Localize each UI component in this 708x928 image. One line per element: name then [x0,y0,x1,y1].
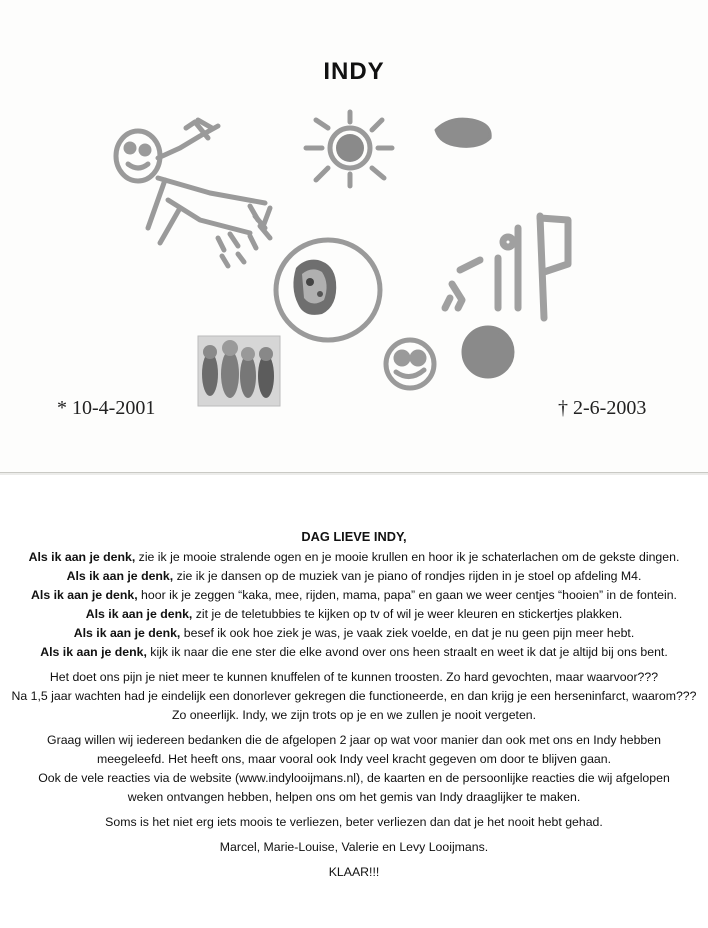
memory-lead: Als ik aan je denk, [31,588,138,602]
child-drawing [100,108,600,408]
memory-lead: Als ik aan je denk, [66,569,174,583]
memorial-letter [0,527,708,882]
memory-text: besef ik ook hoe ziek je was, je vaak ziek voelde, en dat je nu geen pijn meer hebt. [180,626,635,640]
memory-line [0,624,708,643]
fold-shadow [0,473,708,475]
teletubbies-sticker [198,336,280,406]
paragraph-line: Ook de vele reacties via de website (www.indylooijmans.nl), de kaarten en de persoonlijke reacties die wij afgelopen [38,771,670,785]
memory-lead: Als ik aan je denk, [40,645,147,659]
ball [464,328,512,376]
memory-text: hoor ik je zeggen “kaka, mee, rijden, mama, papa” en gaan we weer centjes “hooien” in de fontein. [137,588,677,602]
death-date: † 2-6-2003 [558,397,647,419]
memory-text: zie ik je dansen op de muziek van je piano of rondjes rijden in je stoel op afdeling M4. [173,569,642,583]
final-word: KLAAR!!! [328,865,380,879]
paragraph-line: Zo oneerlijk. Indy, we zijn trots op je en we zullen je nooit vergeten. [171,708,537,722]
memory-text: zie ik je mooie stralende ogen en je mooie krullen en hoor ik je schaterlachen om de gekste dingen. [135,550,680,564]
memory-line [0,548,708,567]
birth-date: * 10-4-2001 [57,397,156,419]
paragraph-thanks [0,731,708,807]
paragraph-line: weken ontvangen hebben, helpen ons om het gemis van Indy draaglijker te maken. [127,790,581,804]
memory-line [0,586,708,605]
letter-heading: DAG LIEVE INDY, [301,529,407,544]
memory-lead: Als ik aan je denk, [73,626,181,640]
card-title: INDY [323,58,385,85]
memory-line [0,605,708,624]
memory-text: zit je de teletubbies te kijken op tv of wil je weer kleuren en stickertjes plakken. [192,607,623,621]
sun [306,112,392,186]
paragraph-line: meegeleefd. Het heeft ons, maar vooral ook Indy veel kracht gegeven om door te blijven gaan. [96,752,612,766]
closing-line: Soms is het niet erg iets moois te verliezen, beter verliezen dan dat je het nooit hebt gehad. [105,815,603,829]
cloud [436,119,490,146]
signature: Marcel, Marie-Louise, Valerie en Levy Looijmans. [219,840,489,854]
memory-line [0,643,708,662]
memory-lead: Als ik aan je denk, [28,550,136,564]
memory-text: kijk ik naar die ene ster die elke avond over ons heen straalt en weet ik dat je altijd bij ons bent. [146,645,668,659]
memory-lead: Als ik aan je denk, [85,607,193,621]
memory-line [0,567,708,586]
paragraph-line: Het doet ons pijn je niet meer te kunnen knuffelen of te kunnen troosten. Zo hard gevochten, maar waarvoor??? [49,670,659,684]
rip-letters [445,216,568,318]
photo-sticker [293,260,336,315]
smiley [386,340,434,388]
paragraph-pain [0,668,708,725]
paragraph-line: Na 1,5 jaar wachten had je eindelijk een donorlever gekregen die functioneerde, en dan krijg je een herseninfarct, waarom??? [11,689,697,703]
paragraph-line: Graag willen wij iedereen bedanken die de afgelopen 2 jaar op wat voor manier dan ook met ons en Indy hebben [47,733,661,747]
figure-head [116,131,160,181]
